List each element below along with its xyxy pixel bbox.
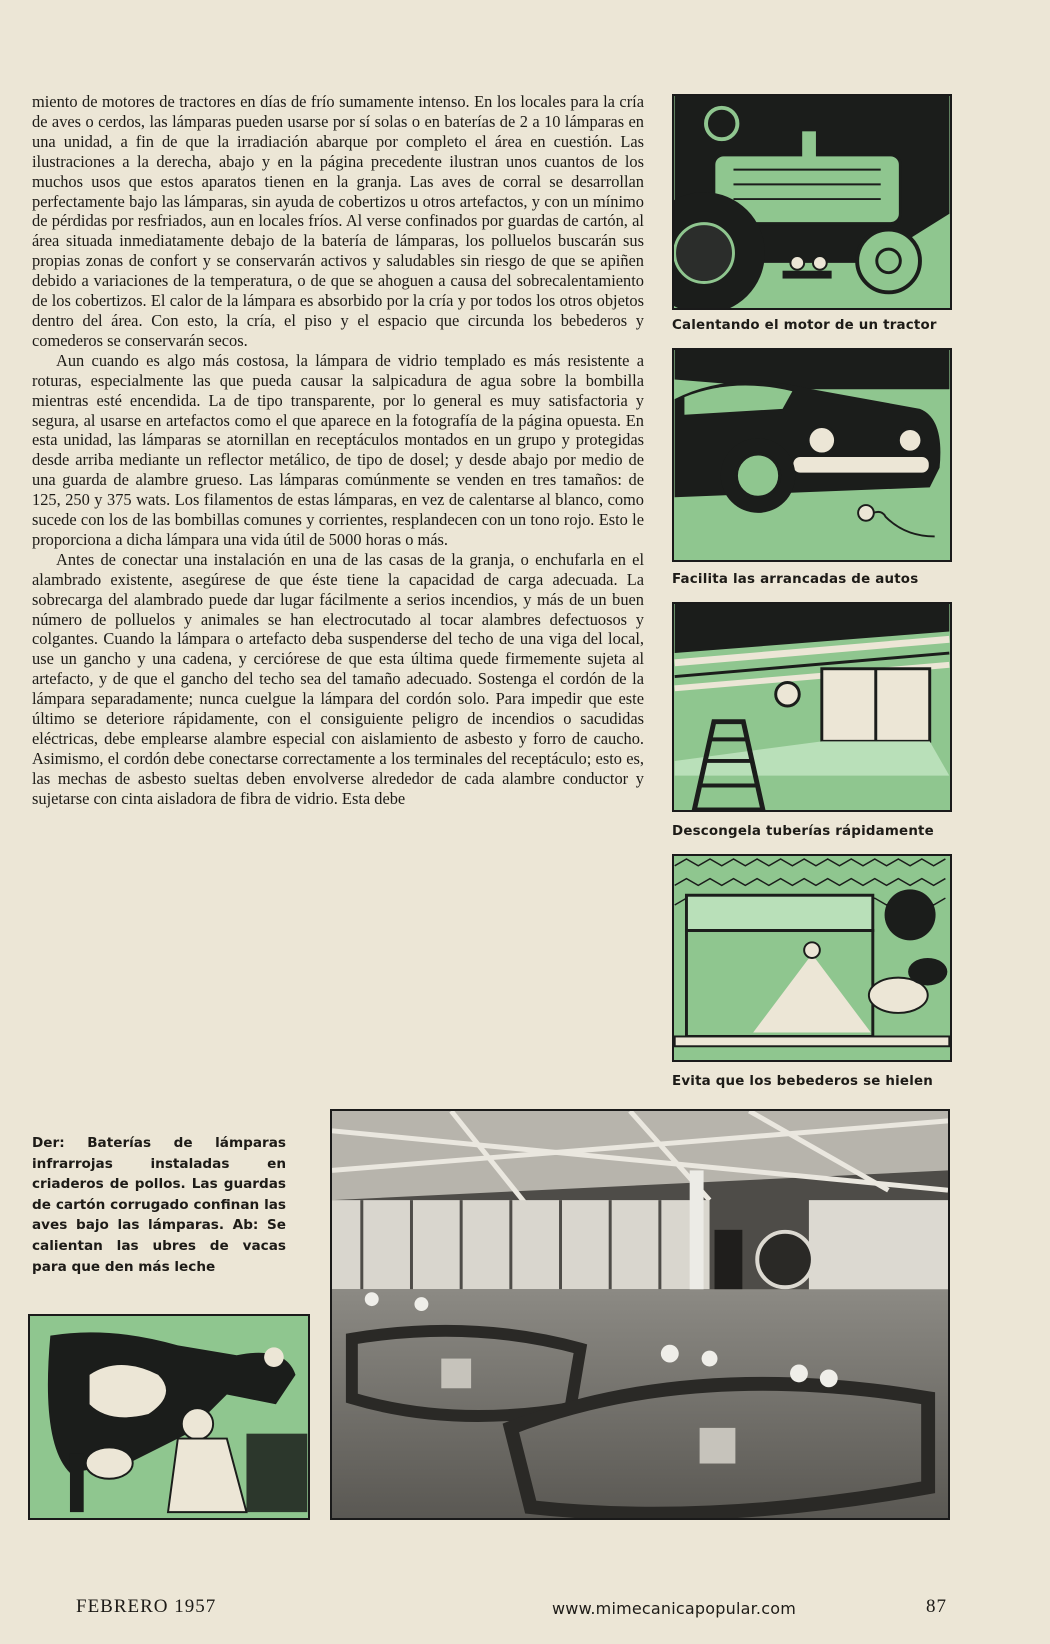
website-link[interactable]: www.mimecanicapopular.com xyxy=(552,1599,796,1618)
article-body xyxy=(32,92,644,809)
pipe-thaw-illustration xyxy=(672,602,952,812)
illustration-caption: Descongela tuberías rápidamente xyxy=(672,824,934,839)
tractor-icon xyxy=(674,96,950,308)
article-paragraph: miento de motores de tractores en días de frío sumamente intenso. En los locales para la cría de aves o cerdos, las lámparas pueden usarse por sí solas o en baterías de 2 a 10 lámparas en una unidad, a fin de que la irradiación abarque por completo el área en cuestión. Las ilustraciones a la derecha, abajo y en la página precedente ilustran unos cuantos de los muchos usos que estos aparatos tienen en la granja. Las aves de corral se desarrollan perfectamente bajo las lámparas, sin ayuda de cobertizos u otros artefactos, y con un mínimo de pérdidas por resfriados, aun en locales fríos. Al verse confinados por guardas de cartón, al área situada inmediatamente debajo de la batería de lámparas, los polluelos buscarán sus propias zonas de confort y se conservarán activos y saludables sin riesgo de que se apiñen debido a variaciones de la temperatura, o de que se ahoguen a causa del sobrecalentamiento de los cobertizos. El calor de la lámpara es absorbido por la cría y por todos los otros objetos dentro del área. Con esto, la cría, el piso y el espacio que circunda los bebederos y comederos se conservarán secos. xyxy=(32,92,644,350)
illustration-caption: Facilita las arrancadas de autos xyxy=(672,572,919,587)
issue-date: FEBRERO 1957 xyxy=(76,1596,217,1617)
cow-illustration xyxy=(28,1314,310,1520)
car-illustration xyxy=(672,348,952,562)
page-number: 87 xyxy=(926,1596,947,1617)
article-paragraph: Antes de conectar una instalación en una de las casas de la granja, o enchufarla en el alambrado existente, asegúrese de que éste tiene la capacidad de carga adecuada. La sobrecarga del alambrado puede dar lugar fácilmente a serios incendios, y más de un buen número de polluelos y animales se han electrocutado al tocar alambres defectuosos y colgantes. Cuando la lámpara o artefacto deba suspenderse del techo de una viga del local, use un gancho y una cadena, y cerciórese de que esta última quede firmemente sujeta al artefacto, y de que el gancho del techo sea del tamaño adecuado. Sostenga el cordón de la lámpara separadamente; nunca cuelgue la lámpara del cordón solo. Para impedir que este último se deteriore rápidamente, con el consiguiente peligro de incendios o sacudidas eléctricas, debe emplearse alambre especial con aislamiento de asbesto y forro de caucho. Asimismo, el cordón debe conectarse correctamente a los terminales del receptáculo; esto es, las mechas de asbesto sueltas deben envolverse alrededor de cada alambre conductor y sujetarse con cinta aisladora de fibra de vidrio. Esta debe xyxy=(32,549,644,808)
pipe-thaw-icon xyxy=(674,604,950,810)
illustration-caption: Evita que los bebederos se hielen xyxy=(672,1074,934,1089)
waterer-illustration xyxy=(672,854,952,1062)
cow-icon xyxy=(30,1316,308,1518)
tractor-illustration xyxy=(672,94,952,310)
car-icon xyxy=(674,350,950,560)
photo-caption: Der: Baterías de lámparas infrarrojas instaladas en criaderos de pollos. Las guardas de cartón corrugado confinan las aves bajo las lámparas. Ab: Se calientan las ubres de vacas para que den más leche xyxy=(32,1135,286,1275)
brooder-photo-icon xyxy=(332,1111,948,1518)
waterer-icon xyxy=(674,856,950,1060)
article-paragraph: Aun cuando es algo más costosa, la lámpara de vidrio templado es más resistente a roturas, especialmente las que pueda causar la salpicadura de agua sobre la bombilla mientras esté encendida. La de tipo transparente, por lo general es muy satisfactoria y segura, al usarse en artefactos como el que aparece en la fotografía de la página opuesta. En esta unidad, las lámparas se atornillan en receptáculos montados en un grupo y protegidas desde arriba mediante un reflector metálico, de tipo de dosel; y desde abajo por medio de una guarda de alambre grueso. Las lámparas comúnmente se venden en tres tamaños: de 125, 250 y 375 wats. Los filamentos de estas lámparas, en vez de calentarse al blanco, como sucede con los de las bombillas comunes y corrientes, resplandecen con un tono rojo. Esto le proporciona a dicha lámpara una vida útil de 5000 horas o más. xyxy=(32,350,644,549)
illustration-caption: Calentando el motor de un tractor xyxy=(672,318,937,333)
brooder-photograph xyxy=(330,1109,950,1520)
